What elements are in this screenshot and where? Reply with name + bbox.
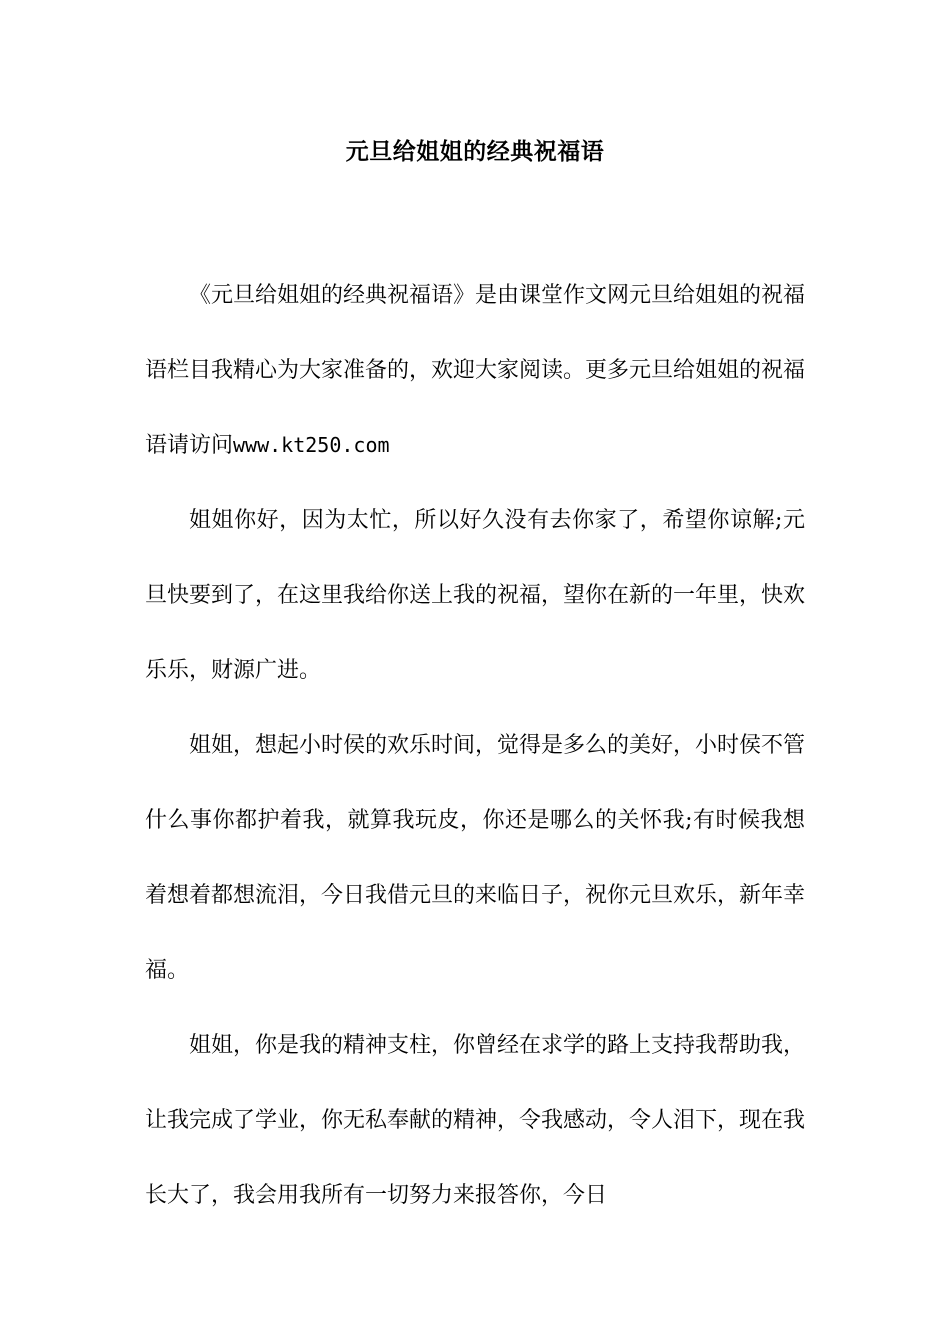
intro-paragraph bbox=[145, 258, 805, 483]
document-title: 元旦给姐姐的经典祝福语 bbox=[345, 139, 605, 165]
document-body bbox=[145, 258, 805, 1233]
paragraph-1: 姐姐你好，因为太忙，所以好久没有去你家了，希望你谅解;元旦快要到了，在这里我给你送上我的祝福，望你在新的一年里，快欢乐乐，财源广进。 bbox=[145, 508, 806, 683]
paragraph-3: 姐姐，你是我的精神支柱，你曾经在求学的路上支持我帮助我，让我完成了学业，你无私奉献的精神，令我感动，令人泪下，现在我长大了，我会用我所有一切努力来报答你，今日 bbox=[145, 1033, 806, 1208]
paragraph-2: 姐姐，想起小时侯的欢乐时间，觉得是多么的美好，小时侯不管什么事你都护着我，就算我玩皮，你还是哪么的关怀我;有时候我想着想着都想流泪，今日我借元旦的来临日子，祝你元旦欢乐，新年幸福。 bbox=[145, 733, 806, 983]
site-url: www.kt250.com bbox=[233, 433, 390, 457]
intro-text: 《元旦给姐姐的经典祝福语》是由课堂作文网元旦给姐姐的祝福语栏目我精心为大家准备的，欢迎大家阅读。更多元旦给姐姐的祝福语请访问 bbox=[145, 283, 806, 458]
